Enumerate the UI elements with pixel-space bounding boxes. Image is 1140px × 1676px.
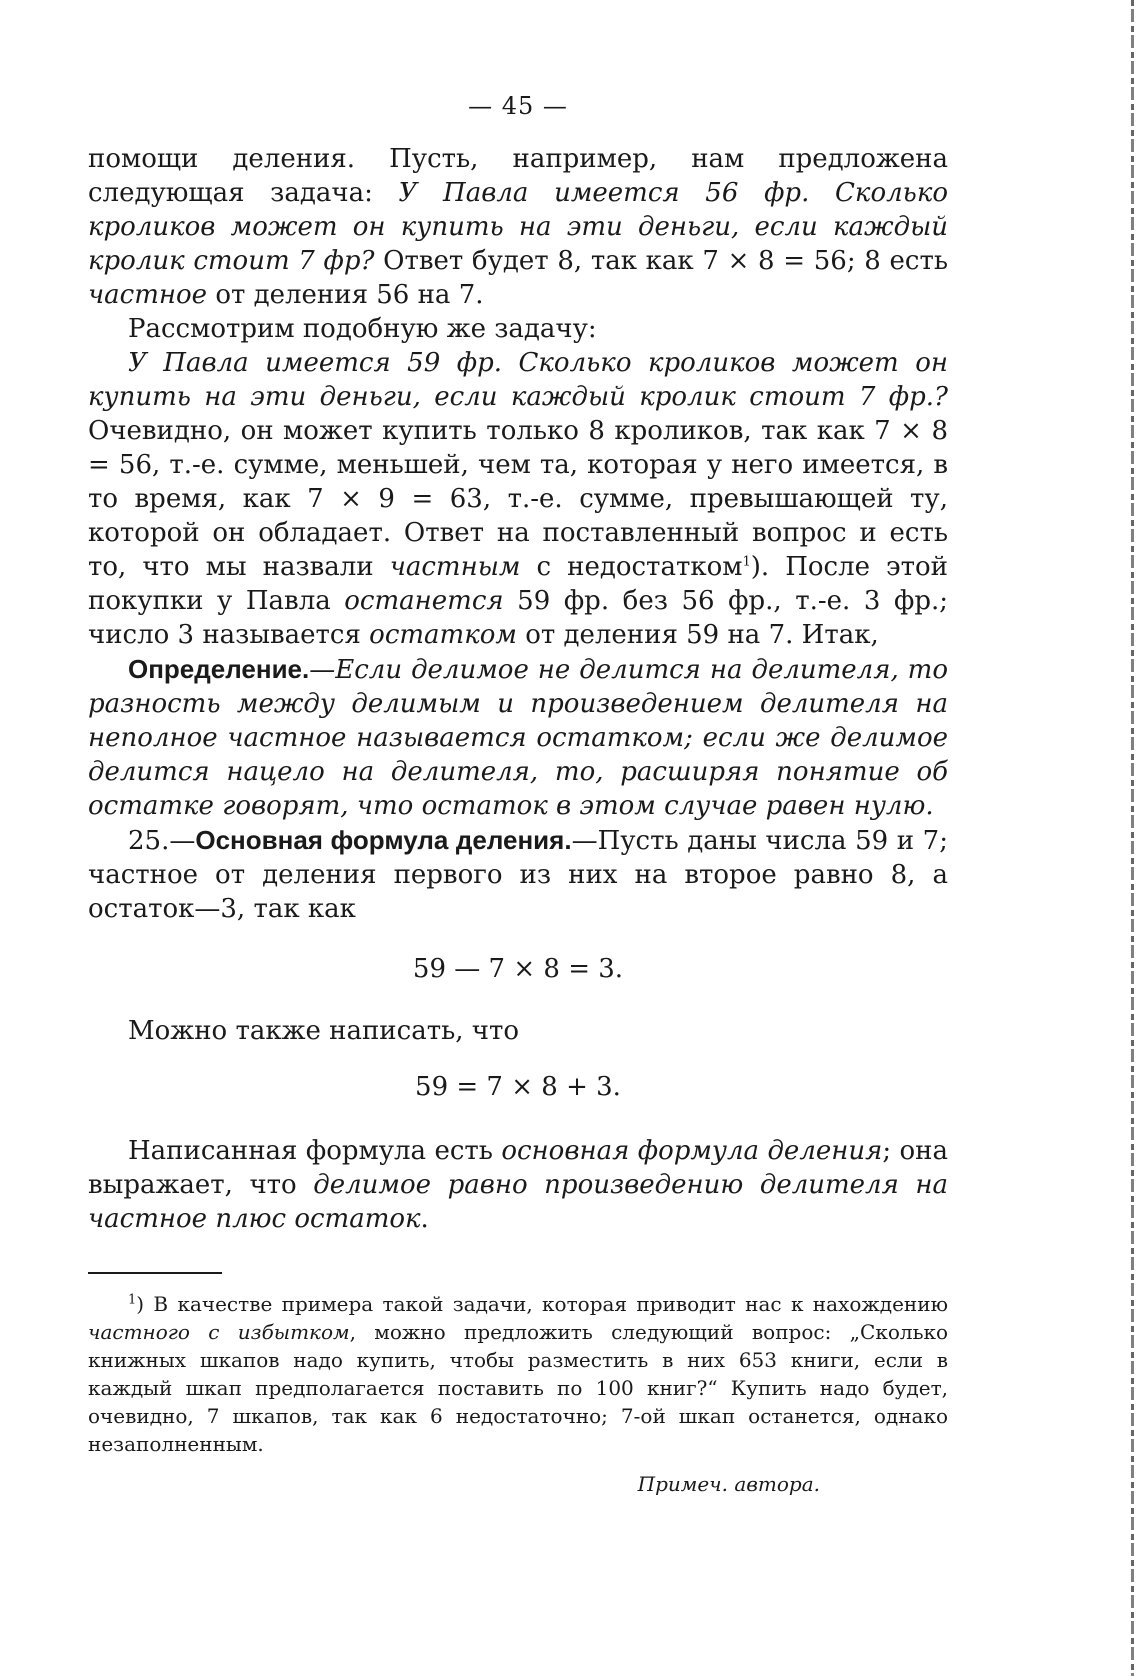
text-run: ; она выражает, что <box>88 1136 949 1200</box>
author-note: Примеч. автора. <box>637 1472 820 1496</box>
page-number: — 45 — <box>468 92 568 120</box>
text-run: . <box>420 1204 429 1234</box>
text-run: —Пусть даны числа 59 и 7; частное от деления первого из них на второе равно 8, а остаток—3, так как <box>88 826 948 924</box>
footnote-mark: 1 <box>128 1292 137 1308</box>
text-run: от деления 56 на 7. <box>207 280 484 310</box>
footnote-marker[interactable]: 1 <box>742 554 751 570</box>
paragraph-also: Можно также написать, что <box>128 1016 519 1046</box>
footnote <box>88 1290 948 1496</box>
formula-division: 59 = 7 × 8 + 3. <box>415 1072 621 1102</box>
italic-term: останется <box>344 586 504 616</box>
scan-edge-marks <box>1131 0 1134 1676</box>
text-run: 59 фр. без 56 фр., т.-е. 3 фр.; число 3 называется <box>88 586 948 650</box>
italic-term: частного с избытком <box>88 1320 350 1344</box>
text-run: Ответ будет 8, так как 7 × 8 = 56; 8 есть <box>374 246 948 276</box>
footnote-text <box>88 1290 948 1458</box>
definition-block <box>88 652 948 823</box>
text-run: ) В качестве примера такой задачи, которая приводит нас к нахождению <box>136 1292 948 1316</box>
text-run: от деления 59 на 7. Итак, <box>516 620 879 650</box>
text-run: с недостатком <box>520 552 743 582</box>
italic-problem: У Павла имеется 56 фр. Сколько кроликов может он купить на эти деньги, если каждый кролик стоит 7 фр? <box>88 178 948 276</box>
text-run: , можно предложить следующий вопрос: „Сколько книжных шкапов надо купить, чтобы разместить в них 653 книги, если в каждый шкап предполагается поставить по 100 книг?“ Купить надо будет, очевидно, 7 шкапов, так как 6 недостаточно; 7-ой шкап останется, однако незаполненным. <box>88 1320 948 1456</box>
paragraph-conclusion <box>88 1134 948 1236</box>
italic-problem: У Павла имеется 59 фр. Сколько кроликов может он купить на эти деньги, если каждый кролик стоит 7 фр.? <box>88 348 948 412</box>
text-run: Очевидно, он может купить только 8 кроликов, так как 7 × 8 = 56, т.-е. сумме, меньшей, чем та, которая у него имеется, в то время, как 7 × 9 = 63, т.-е. сумме, превышающей ту, которой он обладает. Ответ на поставленный вопрос и есть то, что мы назвали <box>88 416 948 582</box>
text-run: ). После этой покупки у Павла <box>88 552 948 616</box>
italic-statement: делимое равно произведению делителя на частное плюс остаток <box>88 1170 949 1234</box>
definition-text: —Если делимое не делится на делителя, то разность между делимым и произведением делителя на неполное частное называется остатком; если же делимое делится нацело на делителя, то, расширяя понятие об остатке говорят, что остаток в этом случае равен нулю. <box>88 655 948 821</box>
italic-term: частное <box>88 280 208 310</box>
italic-term: частным <box>389 552 521 582</box>
formula-subtraction: 59 — 7 × 8 = 3. <box>412 954 624 984</box>
text-run: Написанная формула есть <box>128 1136 502 1166</box>
paragraph-problem-2 <box>88 346 948 652</box>
definition-label: Определение. <box>128 654 310 684</box>
section-25 <box>88 823 948 926</box>
paragraph-consider: Рассмотрим подобную же задачу: <box>128 314 597 344</box>
italic-term: остатком <box>369 620 517 650</box>
footnote-divider <box>88 1272 222 1274</box>
section-number: 25.— <box>128 826 196 856</box>
text-run: помощи деления. Пусть, например, нам предложена следующая задача: <box>88 144 948 208</box>
italic-term: основная формула деления <box>501 1136 883 1166</box>
paragraph-intro <box>88 142 948 312</box>
book-page <box>88 92 948 1496</box>
section-title: Основная формула деления. <box>195 825 572 855</box>
